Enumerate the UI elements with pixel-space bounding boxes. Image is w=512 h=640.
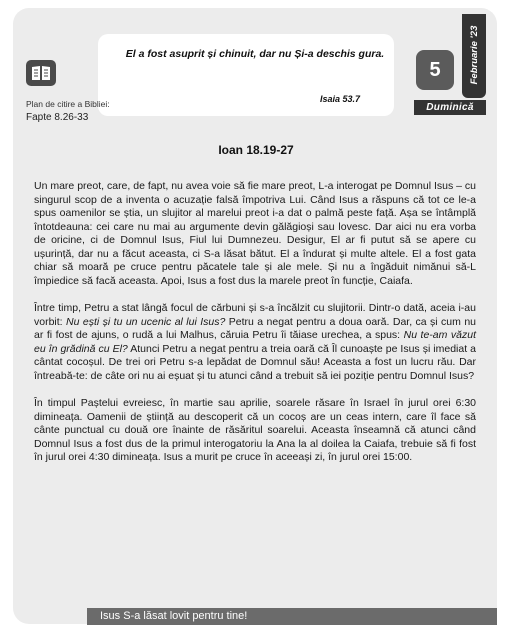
- footer-slogan: Isus S-a lăsat lovit pentru tine!: [100, 610, 248, 622]
- date-number: 5: [416, 50, 454, 90]
- memory-verse-reference: Isaia 53.7: [320, 94, 361, 104]
- paragraph-2-text-b: Petru a negat pentru a doua oară. Dar, ca și cum nu ar fi fost de ajuns, o rudă a lui Malhus, căruia Petru îi tăiase urechea, a spus:: [34, 315, 476, 341]
- paragraph-2-quote-1: Nu ești și tu un ucenic al lui Isus?: [66, 315, 226, 328]
- reading-plan-label: Plan de citire a Bibliei:: [26, 99, 110, 109]
- devotional-body: [34, 180, 476, 479]
- paragraph-3: În timpul Paștelui evreiesc, în martie sau aprilie, soarele răsare în Israel în jurul orei 6:30 dimineața. Oamenii de știință au descoperit că un cocoș are un ceas intern, care îl face să cânte punctual cu două ore înainte de răsăritul soarelui. Aceasta înseamnă că atunci când Domnul Isus a fost dus de la primul interogatoriu la Ana la al doilea la Caiafa, trebuie să fi fost în jurul orei 4:30 dimineața. Isus a murit pe cruce în aceeași zi, în jurul orei 15:00.: [34, 397, 476, 463]
- memory-verse: El a fost asuprit și chinuit, dar nu Și-a deschis gura.: [125, 48, 385, 60]
- day-name: Duminică: [414, 100, 486, 115]
- paragraph-1: Un mare preot, care, de fapt, nu avea voie să fie mare preot, L-a interogat pe Domnul Isus – cu singurul scop de a inventa o acuzație falsă împotriva Lui. Când Isus a răspuns că tot ce le-a spus oamenilor se știa, un slujitor al marelui preot i-a dat o palmă peste față. Așa se întâmplă întotdeauna: cei care nu mai au argumente devin gălăgioși sau lovesc. Dar aici nu era vorba de oricine, ci de Domnul Isus, Fiul lui Dumnezeu. Desigur, El ar fi putut să se apere cu ușurință, dar nu a făcut aceasta, ci S-a lăsat bătut. El a îndurat și multe altele. El a fost gata chiar să moară pe cruce pentru păcatele tale și ale mele. Și nu a îngăduit nimănui să-L împiedice să facă aceasta. Apoi, Isus a fost dus la marele preot în funcție, Caiafa.: [34, 180, 476, 287]
- passage-reference: Ioan 18.19-27: [218, 143, 294, 157]
- paragraph-2-text-a: Între timp, Petru a stat lângă focul de cărbuni și s-a încălzit cu slujitorii. Dintr-o dată, aceia i-au vorbit:: [34, 302, 476, 328]
- paragraph-2-quote-2: Nu te-am văzut eu în grădină cu El?: [34, 329, 476, 355]
- bible-icon: [26, 60, 56, 86]
- reading-plan-reference: Fapte 8.26-33: [26, 112, 89, 123]
- paragraph-2-text-c: Atunci Petru a negat pentru a treia oară că Îl cunoaște pe Isus și imediat a cântat cocoșul. De trei ori Petru s-a lepădat de Domnul său! Aceasta a fost un lucru rău. Dar întreabă-te: de câte ori nu ai eșuat și tu atunci când a trebuit să iei poziție pentru Domnul Isus?: [34, 342, 476, 382]
- month-label: Februarie '23: [469, 25, 480, 85]
- paragraph-2: [34, 302, 476, 383]
